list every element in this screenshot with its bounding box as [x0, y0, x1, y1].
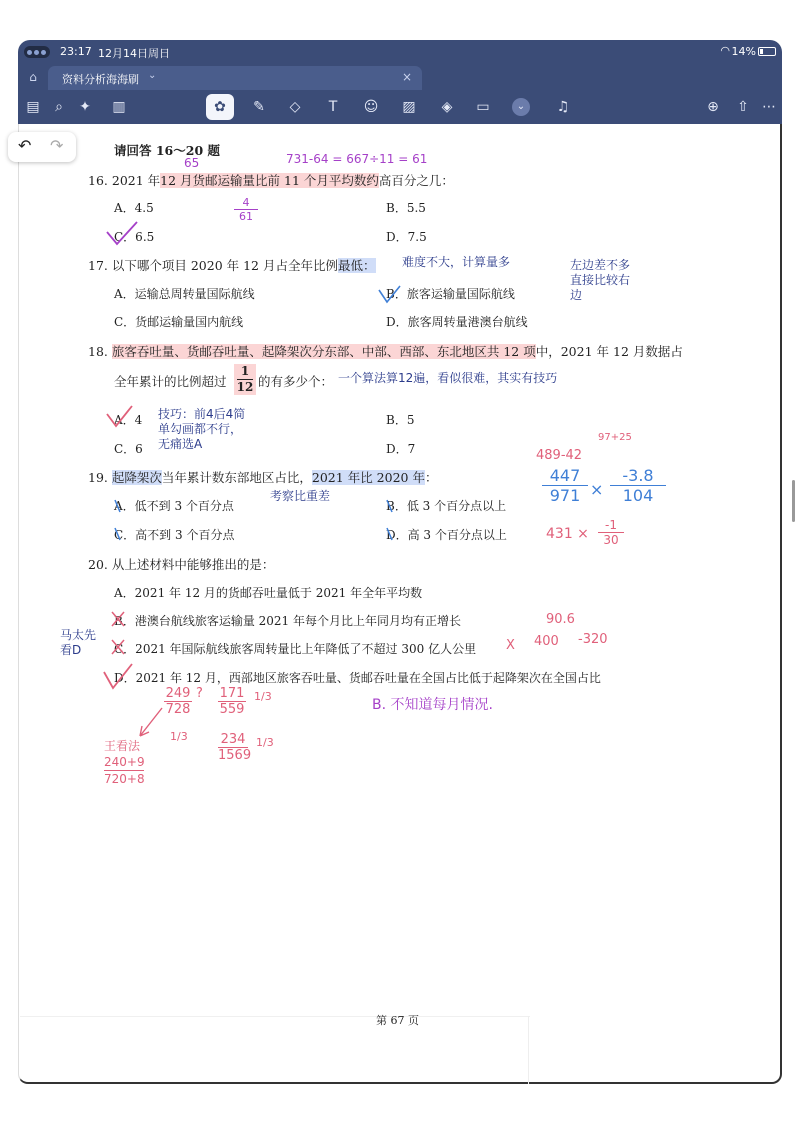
note-line: 边	[570, 288, 583, 302]
strike-mark-icon	[108, 636, 128, 658]
option-c: C．6	[114, 442, 143, 456]
question-text: 全年累计的比例超过	[114, 374, 227, 389]
search-icon[interactable]: ⌕	[55, 99, 63, 115]
option-c: C．货邮运输量国内航线	[114, 315, 244, 329]
home-icon[interactable]: ⌂	[29, 70, 37, 84]
fraction-numerator: 171	[219, 686, 245, 701]
question-number: 18.	[88, 344, 108, 359]
option-a: A．4.5	[114, 201, 154, 215]
question-text: 的有多少个：	[258, 374, 334, 389]
question-text: 以下哪个项目 2020 年 12 月占全年比例	[111, 258, 338, 273]
share-icon[interactable]: ⇧	[737, 99, 749, 115]
question-text: 2021 年	[111, 173, 161, 188]
handwritten-fraction	[610, 466, 666, 505]
handwritten-calculation: 1/3	[170, 730, 188, 743]
image-icon[interactable]: ▨	[402, 99, 416, 115]
handwritten-fraction	[218, 686, 246, 717]
status-date: 12月14日周日	[98, 47, 170, 60]
status-bar	[18, 40, 782, 64]
document-tab[interactable]	[48, 66, 422, 90]
handwritten-note: 65	[184, 156, 200, 170]
handwritten-calculation: 400	[534, 634, 559, 649]
question-19	[88, 468, 437, 486]
note-line: 技巧：前4后4简	[158, 407, 246, 421]
option-b: B．港澳台航线旅客运输量 2021 年每个月比上年同月均有正增长	[114, 614, 461, 628]
fraction-denominator: 30	[603, 533, 619, 547]
text-box-icon[interactable]: T	[328, 99, 338, 115]
handwritten-operator: ×	[590, 480, 604, 499]
option-b: B．5	[386, 413, 415, 427]
fraction-numerator: -1	[605, 518, 617, 532]
document-scan-icon[interactable]: ▥	[112, 99, 126, 115]
handwritten-calculation: 1/3	[256, 736, 274, 749]
handwritten-calculation: 97+25	[598, 432, 632, 443]
fraction-denominator: 559	[219, 702, 245, 717]
redo-icon[interactable]: ↷	[50, 136, 64, 155]
fraction-numerator: 234	[220, 732, 246, 747]
more-menu-icon[interactable]: ⋯	[762, 99, 776, 115]
fraction-numerator: 1	[240, 364, 250, 378]
fraction-denominator: 12	[236, 380, 254, 394]
handwritten-note	[60, 628, 96, 658]
tick-mark-icon	[384, 525, 400, 543]
question-16	[88, 171, 454, 189]
add-page-icon[interactable]: ⊕	[707, 99, 719, 115]
handwritten-note: B. 不知道每月情况.	[372, 697, 493, 713]
footer-divider	[528, 1016, 529, 1084]
handwritten-fraction	[234, 196, 258, 223]
option-a: A．运输总周转量国际航线	[114, 287, 255, 301]
microphone-icon[interactable]: ♫	[556, 99, 570, 115]
option-a: A．2021 年 12 月的货邮吞吐量低于 2021 年全年平均数	[114, 586, 423, 600]
checkmark-icon	[376, 284, 402, 306]
shapes-icon[interactable]: ◈	[441, 99, 453, 115]
option-d: D．高 3 个百分点以上	[386, 528, 507, 542]
handwritten-note: 考察比重差	[270, 489, 331, 503]
option-b: B．5.5	[386, 201, 426, 215]
handwritten-calculation: 489-42	[536, 448, 583, 463]
handwritten-calculation: 431 ×	[546, 526, 589, 542]
note-line: 王看法	[104, 739, 141, 753]
ai-sparkle-icon[interactable]: ✦	[79, 99, 91, 115]
tick-mark-icon	[112, 525, 128, 543]
question-text: 当年累计数东部地区占比，	[161, 470, 312, 485]
checkmark-icon	[100, 662, 134, 692]
sticker-icon[interactable]: ☺	[363, 99, 379, 115]
scrollbar[interactable]	[792, 480, 795, 522]
option-b: B．低 3 个百分点以上	[386, 499, 507, 513]
highlighted-text: 起降架次	[111, 470, 162, 485]
handwritten-calculation: -320	[578, 632, 608, 647]
arrow-icon	[134, 706, 164, 740]
option-c: C．高不到 3 个百分点	[114, 528, 235, 542]
option-c: C．2021 年国际航线旅客周转量比上年降低了不超过 300 亿人公里	[114, 642, 477, 656]
battery-percentage: 14%	[731, 45, 756, 58]
handwritten-operator: ?	[196, 686, 203, 701]
wrong-mark-icon: X	[506, 638, 515, 653]
note-line: 看D	[60, 643, 82, 657]
option-d: D．旅客周转量港澳台航线	[386, 315, 528, 329]
question-17	[88, 256, 376, 274]
handwritten-fraction	[598, 518, 624, 547]
highlighted-text: 最低：	[338, 258, 376, 273]
checkmark-icon	[104, 404, 134, 430]
eraser-icon[interactable]: ◇	[289, 99, 301, 115]
fraction-denominator: 728	[165, 702, 191, 717]
question-20	[88, 555, 274, 573]
option-d: D．7.5	[386, 230, 427, 244]
highlighted-text: 2021 年比 2020 年	[311, 470, 425, 485]
undo-redo-panel	[8, 132, 76, 162]
question-text: 中，2021 年 12 月数据占	[535, 344, 683, 359]
undo-icon[interactable]: ↶	[18, 136, 32, 155]
question-number: 17.	[88, 258, 108, 273]
handwritten-fraction	[218, 732, 252, 763]
fraction-one-twelfth	[234, 364, 256, 395]
question-text: 高百分之几：	[378, 173, 454, 188]
chevron-down-icon[interactable]: ⌄	[148, 70, 157, 81]
handwritten-fraction	[542, 466, 588, 505]
tab-bar	[18, 64, 782, 90]
lasso-icon[interactable]: ✿	[206, 94, 234, 120]
handwritten-tip	[158, 407, 245, 452]
tick-mark-icon	[112, 497, 128, 515]
note-line: 单勾画都不行，	[158, 422, 243, 436]
page-number: 第 67 页	[376, 1014, 419, 1027]
note-icon[interactable]: ▭	[476, 99, 490, 115]
multitask-dots-icon[interactable]	[24, 46, 50, 58]
app-chrome	[18, 40, 782, 124]
handwritten-fraction	[164, 686, 192, 717]
handwritten-method	[104, 738, 145, 787]
fraction-numerator: 447	[549, 466, 581, 485]
wifi-icon: ◠	[720, 44, 730, 57]
section-title: 请回答 16～20 题	[114, 143, 220, 158]
question-18	[88, 342, 683, 360]
pen-icon[interactable]: ✎	[253, 99, 265, 115]
question-number: 19.	[88, 470, 108, 485]
fraction-numerator: 249	[165, 686, 191, 701]
handwritten-note: 一个算法算12遍，看似很难，其实有技巧	[338, 371, 558, 385]
strike-mark-icon	[108, 608, 128, 630]
note-line: 马太先	[60, 628, 97, 642]
option-d: D．2021 年 12 月，西部地区旅客吞吐量、货邮吞吐量在全国占比低于起降架次在全国占比	[114, 671, 601, 685]
note-line: 720+8	[104, 772, 145, 786]
sidebar-icon[interactable]: ▤	[26, 99, 40, 115]
question-number: 20.	[88, 557, 108, 572]
handwritten-calculation: 1/3	[254, 690, 272, 703]
document-tab-title: 资料分析海海刷	[62, 73, 139, 86]
option-a: A．低不到 3 个百分点	[114, 499, 234, 513]
question-18-line2	[114, 372, 227, 390]
note-line: 左边差不多	[570, 258, 631, 272]
fraction-denominator: 104	[622, 486, 654, 505]
highlighted-text: 旅客吞吐量、货邮吞吐量、起降架次分东部、中部、西部、东北地区共 12 项	[111, 344, 536, 359]
fraction-numerator: 4	[242, 196, 250, 209]
battery-icon	[758, 47, 776, 56]
fraction-denominator: 61	[239, 210, 253, 223]
checkmark-icon	[103, 218, 139, 248]
option-d: D．7	[386, 442, 416, 456]
handwritten-note: 难度不大，计算量多	[402, 255, 511, 269]
close-tab-icon[interactable]: ×	[401, 70, 412, 84]
fraction-numerator: -3.8	[622, 466, 654, 485]
handwritten-calculation: 731-64 = 667÷11 = 61	[286, 152, 428, 166]
fraction-denominator: 1569	[218, 748, 252, 763]
option-c: C．6.5	[114, 230, 155, 244]
more-icon[interactable]: ⌄	[512, 98, 530, 116]
note-line: 240+9	[104, 755, 145, 769]
question-text: ：	[424, 470, 438, 485]
note-line: 无痛选A	[158, 437, 203, 451]
question-text: 从上述材料中能够推出的是：	[111, 557, 275, 572]
note-line: 直接比较右	[570, 273, 631, 287]
footer-divider	[20, 1016, 530, 1017]
fraction-denominator: 971	[549, 486, 581, 505]
option-b: B．旅客运输量国际航线	[386, 287, 515, 301]
editing-toolbar	[18, 90, 782, 124]
status-time: 23:17	[60, 45, 92, 58]
handwritten-note	[570, 258, 630, 303]
handwritten-calculation: 90.6	[546, 612, 575, 627]
tick-mark-icon	[384, 497, 400, 515]
highlighted-text: 12 月货邮运输量比前 11 个月平均数约	[160, 173, 379, 188]
option-a: A．4	[114, 413, 143, 427]
question-number: 16.	[88, 173, 108, 188]
